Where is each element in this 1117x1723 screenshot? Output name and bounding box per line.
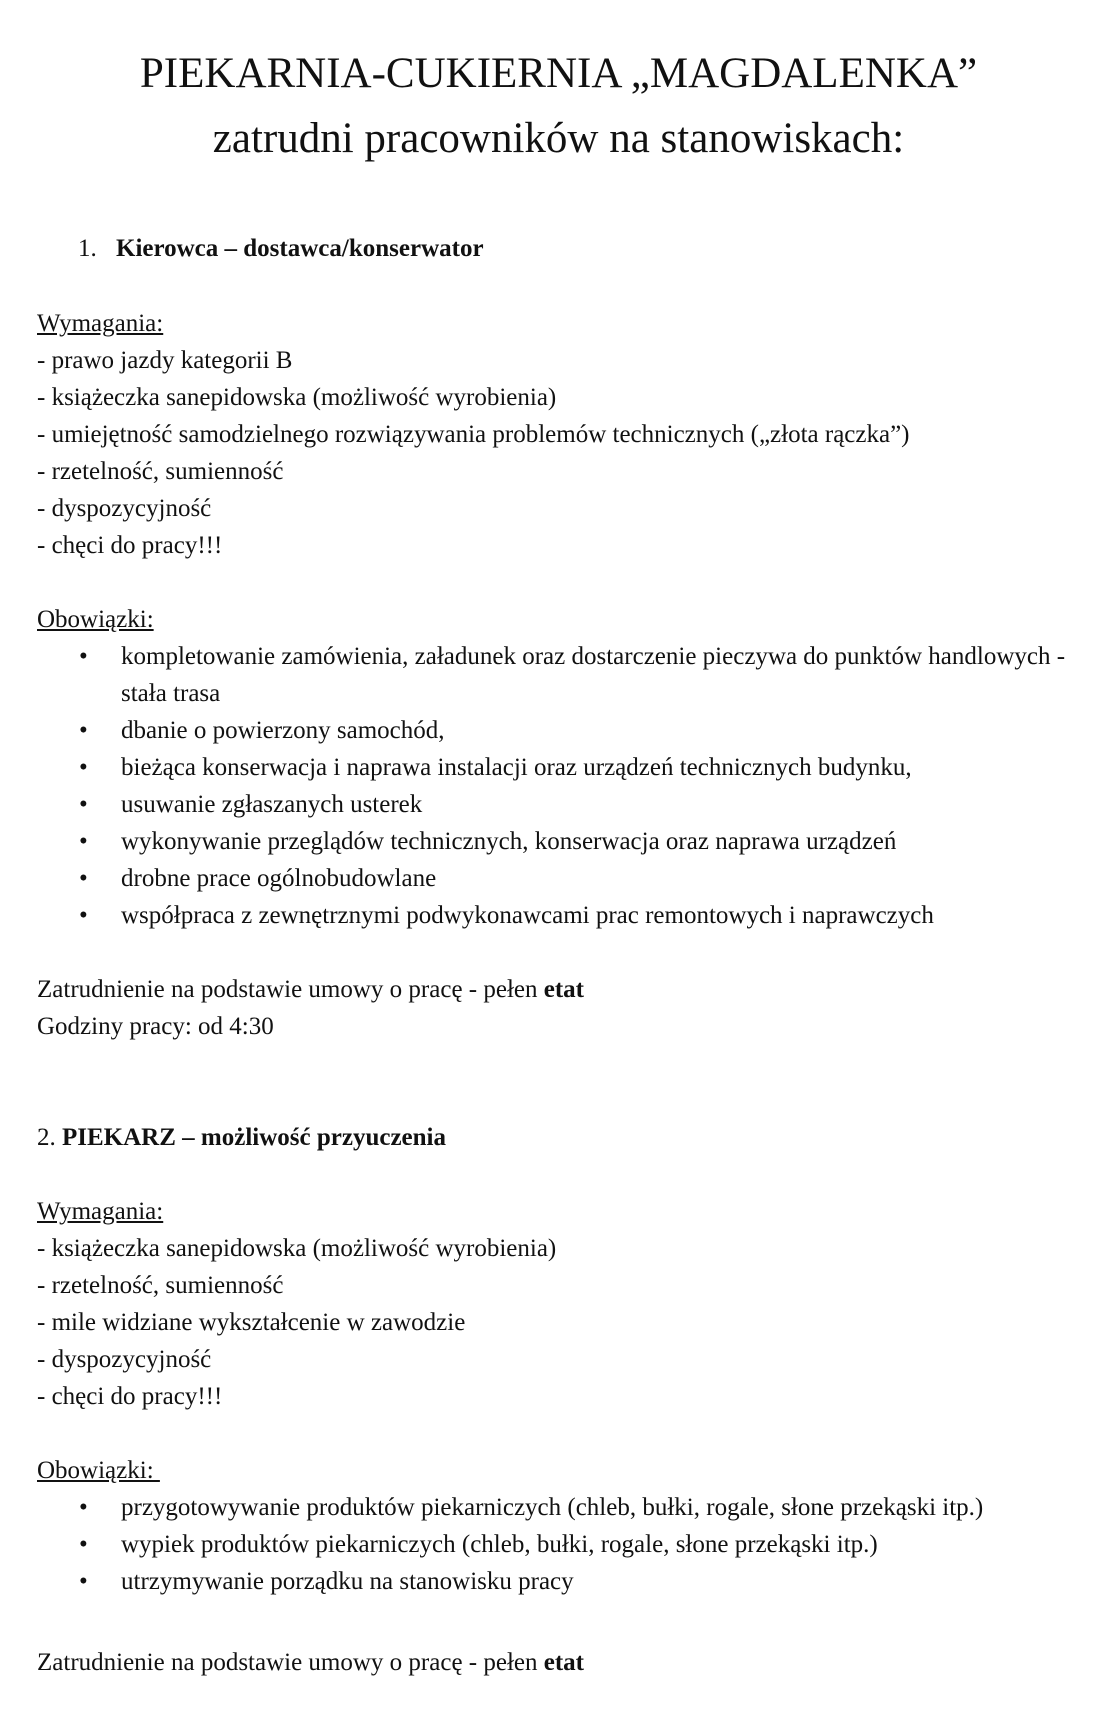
bullet-icon: • xyxy=(79,643,88,670)
job1-requirement: - chęci do pracy!!! xyxy=(37,532,223,559)
job2-employment xyxy=(37,1644,584,1681)
job2-requirement: - dyspozycyjność xyxy=(37,1346,212,1373)
job1-duty: współpraca z zewnętrznymi podwykonawcami prac remontowych i naprawczych xyxy=(121,902,934,929)
bullet-icon: • xyxy=(79,865,88,892)
bullet-icon: • xyxy=(79,902,88,929)
job1-duty: usuwanie zgłaszanych usterek xyxy=(121,791,423,818)
job2-employment-type: etat xyxy=(543,1649,585,1676)
page-subtitle: zatrudni pracowników na stanowiskach: xyxy=(212,115,905,162)
job2-employment-text: Zatrudnienie na podstawie umowy o pracę - pełen xyxy=(37,1649,544,1676)
job2-requirement: - książeczka sanepidowska (możliwość wyrobienia) xyxy=(37,1235,557,1262)
bullet-icon: • xyxy=(79,1568,88,1595)
job1-duty: dbanie o powierzony samochód, xyxy=(121,717,445,744)
job2-heading xyxy=(37,1119,446,1156)
job1-employment xyxy=(37,971,584,1008)
job1-duty: bieżąca konserwacja i naprawa instalacji oraz urządzeń technicznych budynku, xyxy=(121,754,912,781)
job1-requirement: - rzetelność, sumienność xyxy=(37,458,284,485)
job1-requirements-label: Wymagania: xyxy=(37,310,164,337)
job1-requirement: - umiejętność samodzielnego rozwiązywania problemów technicznych („złota rączka”) xyxy=(37,421,910,448)
job1-number: 1. xyxy=(78,235,97,262)
job2-requirement: - rzetelność, sumienność xyxy=(37,1272,284,1299)
bullet-icon: • xyxy=(79,717,88,744)
job2-title: PIEKARZ – możliwość przyuczenia xyxy=(62,1124,446,1151)
job2-duty: utrzymywanie porządku na stanowisku pracy xyxy=(121,1568,574,1595)
job2-duty: przygotowywanie produktów piekarniczych (chleb, bułki, rogale, słone przekąski itp.) xyxy=(121,1494,984,1521)
job1-title: Kierowca – dostawca/konserwator xyxy=(116,235,484,262)
job2-duties-label: Obowiązki: xyxy=(37,1457,160,1484)
bullet-icon: • xyxy=(79,828,88,855)
job2-requirements-label: Wymagania: xyxy=(37,1198,164,1225)
bullet-icon: • xyxy=(79,791,88,818)
job2-requirement: - mile widziane wykształcenie w zawodzie xyxy=(37,1309,466,1336)
job1-heading xyxy=(78,230,484,267)
job1-duties-label: Obowiązki: xyxy=(37,606,154,633)
page-title: PIEKARNIA-CUKIERNIA „MAGDALENKA” xyxy=(139,50,978,97)
job1-employment-type: etat xyxy=(543,976,585,1003)
bullet-icon: • xyxy=(79,1531,88,1558)
bullet-icon: • xyxy=(79,754,88,781)
job1-requirement: - dyspozycyjność xyxy=(37,495,212,522)
job2-requirement: - chęci do pracy!!! xyxy=(37,1383,223,1410)
job1-duty: wykonywanie przeglądów technicznych, konserwacja oraz naprawa urządzeń xyxy=(121,828,897,855)
job1-requirement: - książeczka sanepidowska (możliwość wyrobienia) xyxy=(37,384,557,411)
job1-requirement: - prawo jazdy kategorii B xyxy=(37,347,293,374)
job2-number: 2. xyxy=(37,1124,56,1151)
bullet-icon: • xyxy=(79,1494,88,1521)
job1-hours: Godziny pracy: od 4:30 xyxy=(37,1013,274,1040)
job1-employment-text: Zatrudnienie na podstawie umowy o pracę - pełen xyxy=(37,976,544,1003)
job1-duty: drobne prace ogólnobudowlane xyxy=(121,865,437,892)
job2-duty: wypiek produktów piekarniczych (chleb, bułki, rogale, słone przekąski itp.) xyxy=(121,1531,878,1558)
job1-duty: kompletowanie zamówienia, załadunek oraz dostarczenie pieczywa do punktów handlowych - stała trasa xyxy=(121,643,1066,707)
